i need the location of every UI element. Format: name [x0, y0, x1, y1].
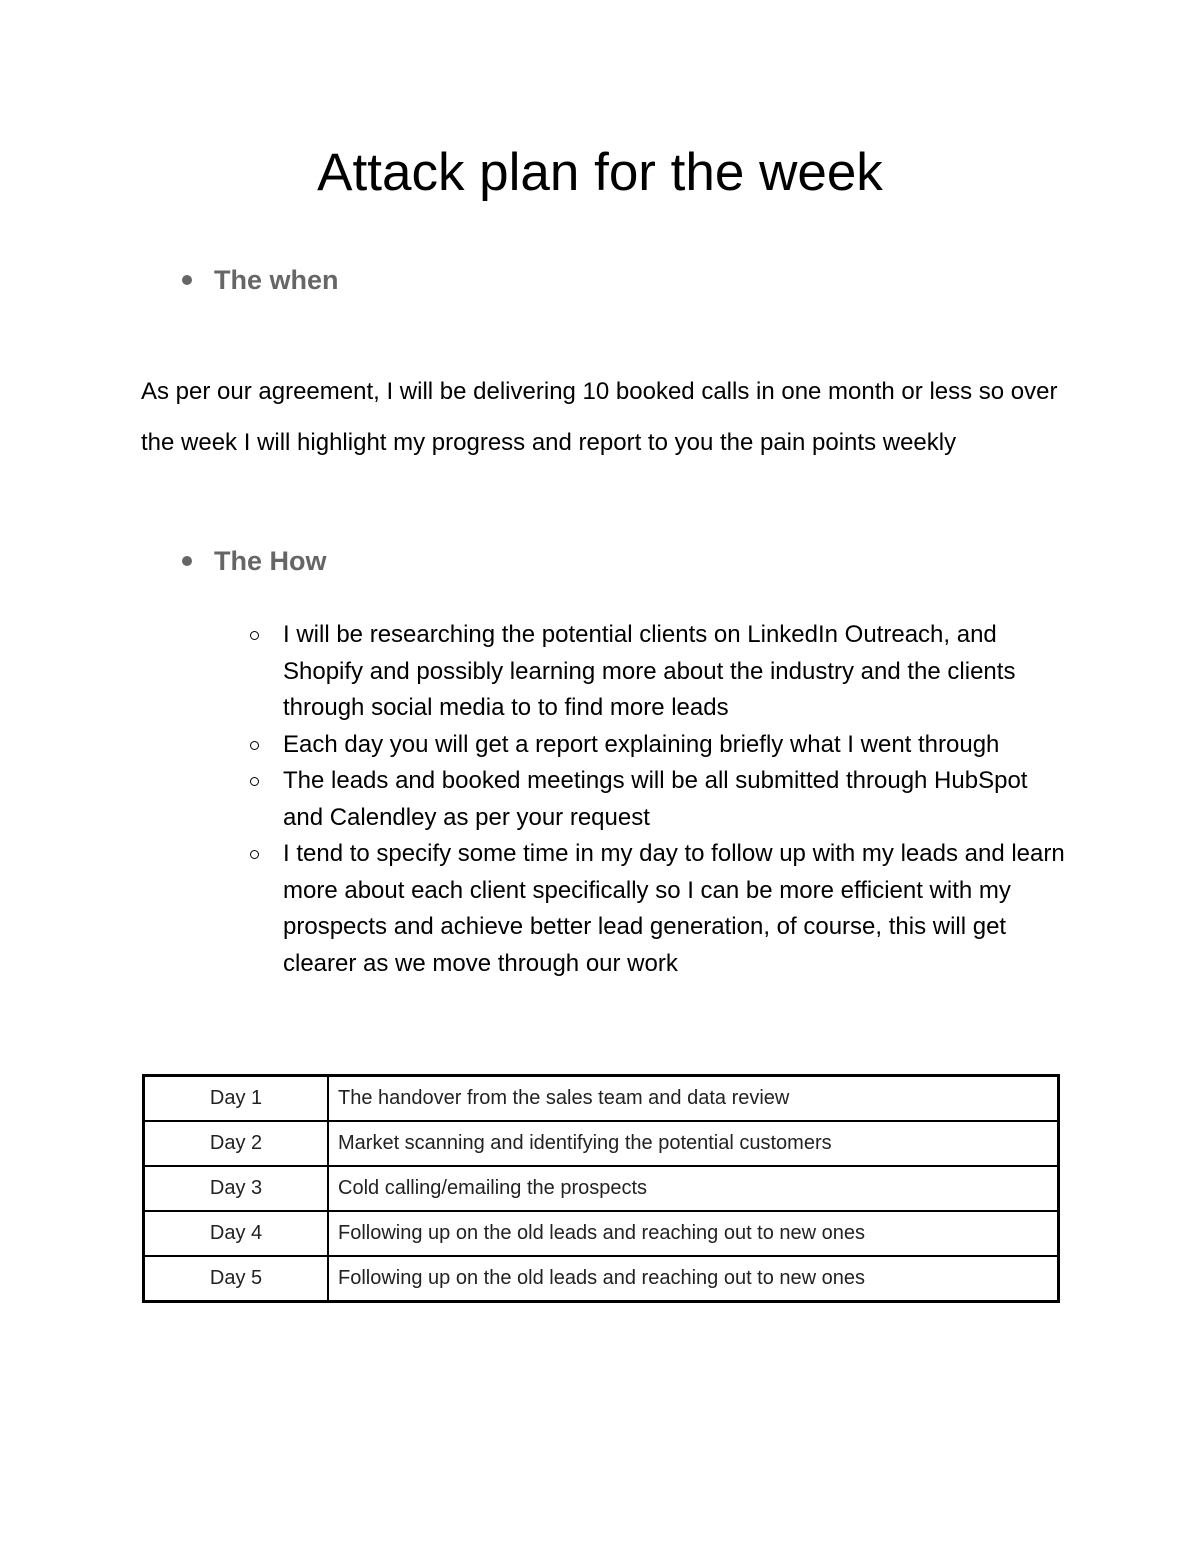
- list-item-text: I will be researching the potential clients on LinkedIn Outreach, and Shopify and possibly learning more about the industry and the clients through social media to to find more leads: [283, 621, 1016, 721]
- task-cell: Following up on the old leads and reaching out to new ones: [328, 1256, 1059, 1302]
- list-item: [246, 727, 1066, 764]
- day-cell: Day 1: [144, 1076, 329, 1122]
- hollow-circle-bullet-icon: [250, 850, 259, 859]
- section-heading-label: The when: [214, 265, 339, 295]
- list-item-text: I tend to specify some time in my day to follow up with my leads and learn more about each client specifically so I can be more efficient with my prospects and achieve better lead generation, of course, this will get clearer as we move through our work: [283, 840, 1065, 977]
- schedule-table: [142, 1074, 1060, 1303]
- section-heading-when: [180, 262, 339, 298]
- list-item: [246, 617, 1066, 727]
- table-row: [144, 1211, 1059, 1256]
- page-title: Attack plan for the week: [317, 143, 883, 202]
- hollow-circle-bullet-icon: [250, 777, 259, 786]
- table-row: [144, 1166, 1059, 1211]
- table-row: [144, 1076, 1059, 1122]
- day-cell: Day 5: [144, 1256, 329, 1302]
- bullet-dot-icon: [182, 556, 192, 566]
- list-item: [246, 763, 1066, 836]
- table-row: [144, 1121, 1059, 1166]
- agreement-paragraph: As per our agreement, I will be delivering 10 booked calls in one month or less so over the week I will highlight my progress and report to you the pain points weekly: [141, 378, 1058, 456]
- task-cell: Following up on the old leads and reaching out to new ones: [328, 1211, 1059, 1256]
- task-cell: Market scanning and identifying the potential customers: [328, 1121, 1059, 1166]
- list-item-text: The leads and booked meetings will be all submitted through HubSpot and Calendley as per your request: [283, 767, 1028, 831]
- section-heading-label: The How: [214, 546, 327, 576]
- table-row: [144, 1256, 1059, 1302]
- hollow-circle-bullet-icon: [250, 631, 259, 640]
- task-cell: The handover from the sales team and data review: [328, 1076, 1059, 1122]
- list-item: [246, 836, 1066, 982]
- hollow-circle-bullet-icon: [250, 741, 259, 750]
- task-cell: Cold calling/emailing the prospects: [328, 1166, 1059, 1211]
- day-cell: Day 4: [144, 1211, 329, 1256]
- day-cell: Day 3: [144, 1166, 329, 1211]
- day-cell: Day 2: [144, 1121, 329, 1166]
- list-item-text: Each day you will get a report explaining briefly what I went through: [283, 730, 1000, 758]
- how-list: [246, 617, 1066, 982]
- section-heading-how: [180, 543, 327, 579]
- bullet-dot-icon: [182, 275, 192, 285]
